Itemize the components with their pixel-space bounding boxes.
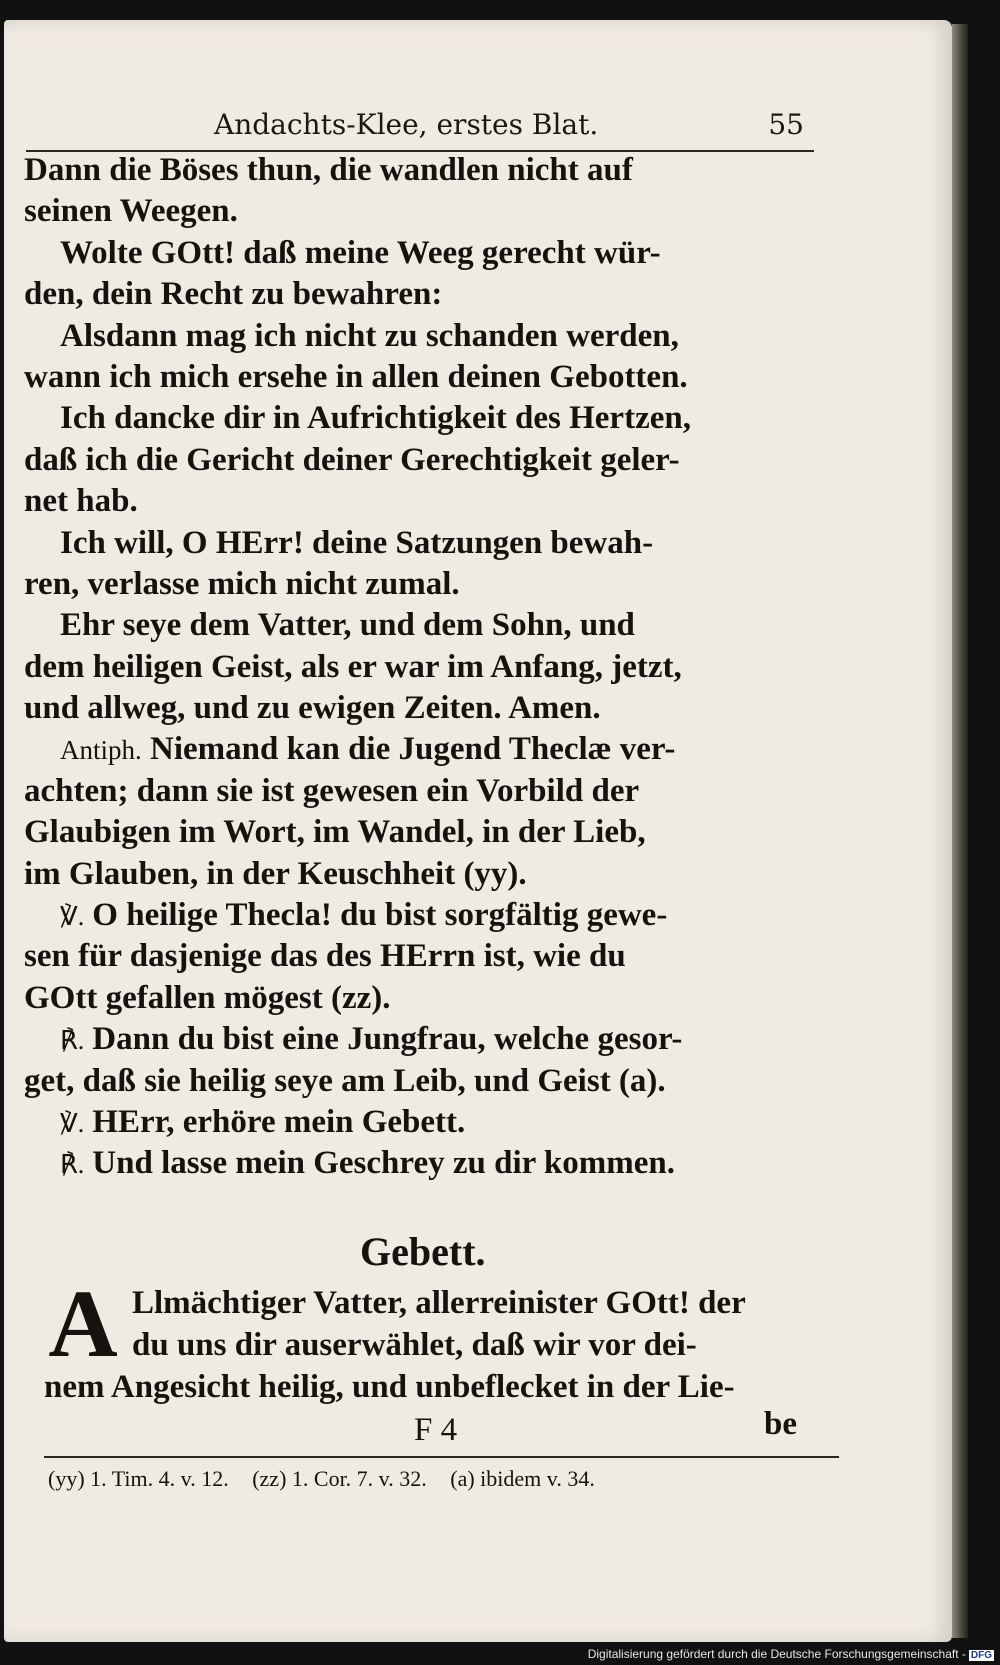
footnote: (yy) 1. Tim. 4. v. 12. [48,1466,229,1491]
signature-mark: F 4 [414,1412,458,1448]
versicle-symbol: ℣. [60,902,85,932]
page-edge [952,24,968,1638]
text-line: daß ich die Gericht deiner Gerechtigkeit geler- [24,441,680,478]
versicle-line: GOtt gefallen mögest (zz). [24,979,391,1016]
antiphon-label: Antiph. [60,735,142,766]
text-line: Dann die Böses thun, die wandlen nicht auf [24,152,633,188]
running-head [214,108,804,148]
response-line: get, daß sie heilig seye am Leib, und Geist (a). [24,1062,666,1099]
text-line: Ehr seye dem Vatter, und dem Sohn, und [60,607,635,644]
antiphon-line: achten; dann sie ist gewesen ein Vorbild der [24,772,640,809]
response-text: Dann du bist eine Jungfrau, welche gesor- [92,1021,683,1058]
body-text [24,150,824,1185]
catchword: be [764,1406,797,1442]
antiphon-text: Niemand kan die Jugend Theclæ ver- [150,731,676,768]
footnote: (zz) 1. Cor. 7. v. 32. [252,1466,427,1491]
dfg-logo: DFG [970,1650,992,1661]
text-line: wann ich mich ersehe in allen deinen Gebotten. [24,358,688,395]
text-line: Ich dancke dir in Aufrichtigkeit des Hertzen, [60,400,691,437]
text-line: den, dein Recht zu bewahren: [24,276,443,313]
response-symbol: ℟. [60,1150,85,1180]
text-line: Ich will, O HErr! deine Satzungen bewah- [60,524,654,561]
response-text: Und lasse mein Geschrey zu dir kommen. [92,1145,676,1182]
response-line [24,1019,824,1060]
credit-text: Digitalisierung gefördert durch die Deutsche Forschungsgemeinschaft - [587,1647,966,1661]
antiphon-line: im Glauben, in der Keuschheit (yy). [24,855,527,892]
prayer-line: du uns dir auserwählet, daß wir vor dei- [132,1327,697,1363]
response-symbol: ℟. [60,1026,85,1056]
versicle-line [24,1102,824,1143]
versicle-symbol: ℣. [60,1108,85,1138]
versicle-line [24,895,824,936]
page-number: 55 [768,108,804,141]
response-line [24,1143,824,1184]
footnote: (a) ibidem v. 34. [450,1466,595,1491]
versicle-text: HErr, erhöre mein Gebett. [92,1103,466,1140]
text-line: Alsdann mag ich nicht zu schanden werden, [60,317,679,354]
versicle-text: O heilige Thecla! du bist sorgfältig gewe- [92,897,668,934]
footnotes [48,1466,613,1492]
text-line: seinen Weegen. [24,193,238,230]
antiphon-line: Glaubigen im Wort, im Wandel, in der Lieb, [24,814,646,851]
antiphon-line [24,729,824,770]
digitization-credit [588,1647,994,1661]
prayer-line: Llmächtiger Vatter, allerreinister GOtt! der [132,1285,746,1321]
prayer-line: nem Angesicht heilig, und unbeflecket in der Lie- [44,1369,735,1405]
prayer-title: Gebett. [360,1229,486,1274]
text-line: dem heiligen Geist, als er war im Anfang, jetzt, [24,648,682,685]
prayer-text [44,1270,834,1408]
footnote-rule [44,1456,839,1458]
versicle-line: sen für dasjenige das des HErrn ist, wie du [24,938,626,975]
text-line: und allweg, und zu ewigen Zeiten. Amen. [24,690,601,727]
text-line: net hab. [24,483,138,520]
drop-cap-initial: A [48,1270,118,1377]
text-line: Wolte GOtt! daß meine Weeg gerecht wür- [60,234,661,271]
text-line: ren, verlasse mich nicht zumal. [24,565,460,602]
running-head-title: Andachts-Klee, erstes Blat. [214,108,599,141]
